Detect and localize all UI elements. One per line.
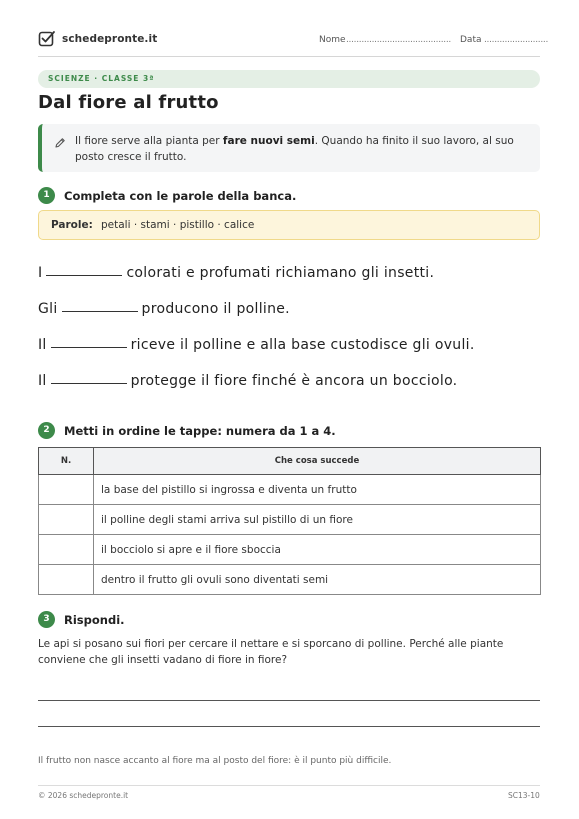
table-row	[39, 565, 541, 595]
answer-line-1[interactable]	[38, 700, 540, 701]
fill-sentence-2: Gli producono il polline.	[38, 301, 290, 317]
subject-label: SCIENZE · CLASSE 3ª	[48, 74, 155, 83]
col-header-number: N.	[39, 448, 94, 475]
word-bank-words: petali · stami · pistillo · calice	[101, 219, 255, 231]
question-text: Le api si posano sui fiori per cercare il nettare e si sporcano di polline. Perché alle piante conviene che gli insetti vadano di fiore in fiore?	[38, 638, 504, 666]
footer-code: SC13-10	[508, 791, 540, 800]
table-row	[39, 475, 541, 505]
step-text: dentro il frutto gli ovuli sono diventati semi	[94, 565, 541, 595]
fill-sentence-3: Il riceve il polline e alla base custodisce gli ovuli.	[38, 337, 475, 353]
section-1-number: 1	[38, 187, 55, 204]
section-2-number: 2	[38, 422, 55, 439]
page-title: Dal fiore al frutto	[38, 92, 219, 113]
number-input-cell[interactable]	[39, 505, 94, 535]
footer-copyright: © 2026 schedepronte.it	[38, 791, 129, 800]
pencil-icon	[54, 137, 66, 149]
header-divider	[38, 56, 540, 57]
info-text: Il fiore serve alla pianta per fare nuovi semi. Quando ha finito il suo lavoro, al suo posto cresce il frutto.	[75, 135, 514, 163]
blank-3[interactable]	[51, 346, 127, 348]
footnote: Il frutto non nasce accanto al fiore ma al posto del fiore: è il punto più difficile.	[38, 756, 392, 766]
number-input-cell[interactable]	[39, 475, 94, 505]
fill-sentence-1: I colorati e profumati richiamano gli insetti.	[38, 265, 435, 281]
blank-4[interactable]	[51, 382, 127, 384]
number-input-cell[interactable]	[39, 535, 94, 565]
section-3-title: Rispondi.	[64, 613, 125, 627]
number-input-cell[interactable]	[39, 565, 94, 595]
footer-divider	[38, 785, 540, 786]
blank-2[interactable]	[62, 310, 138, 312]
checkbox-logo-icon	[38, 30, 56, 48]
step-text: la base del pistillo si ingrossa e diventa un frutto	[94, 475, 541, 505]
section-3-number: 3	[38, 611, 55, 628]
date-field[interactable]: .........................	[484, 35, 549, 45]
name-field[interactable]: .........................................	[346, 35, 451, 45]
order-table	[38, 447, 541, 595]
word-bank-label: Parole:	[51, 219, 93, 231]
blank-1[interactable]	[46, 274, 122, 276]
table-row	[39, 535, 541, 565]
answer-line-2[interactable]	[38, 726, 540, 727]
date-label: Data	[460, 35, 482, 45]
step-text: il bocciolo si apre e il fiore sboccia	[94, 535, 541, 565]
brand-name: schedepronte.it	[62, 33, 158, 45]
col-header-what: Che cosa succede	[94, 448, 541, 475]
table-row	[39, 505, 541, 535]
step-text: il polline degli stami arriva sul pistillo di un fiore	[94, 505, 541, 535]
name-label: Nome	[319, 35, 346, 45]
fill-sentence-4: Il protegge il fiore finché è ancora un bocciolo.	[38, 373, 458, 389]
section-1-title: Completa con le parole della banca.	[64, 189, 297, 203]
section-2-title: Metti in ordine le tappe: numera da 1 a 4.	[64, 424, 336, 438]
